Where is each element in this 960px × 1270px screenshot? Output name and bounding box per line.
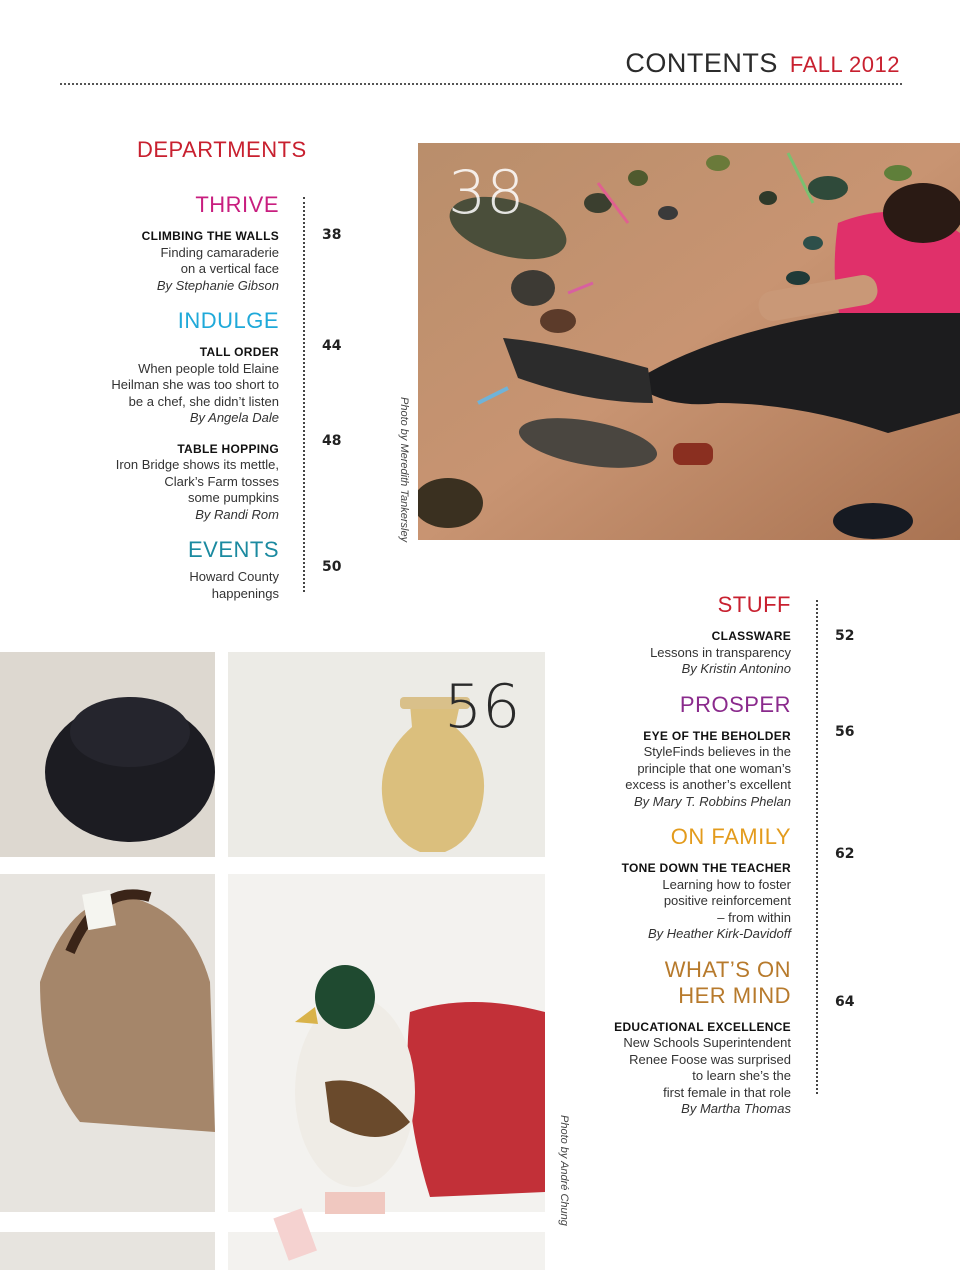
header-divider bbox=[60, 83, 902, 85]
section-whats-on-her-mind bbox=[600, 957, 791, 1118]
story-desc-line: excess is another’s excellent bbox=[625, 777, 791, 792]
story-desc-line: Renee Foose was surprised bbox=[629, 1051, 791, 1067]
story-desc-line: Iron Bridge shows its mettle, bbox=[115, 457, 279, 472]
left-column-divider bbox=[303, 197, 305, 592]
story-byline: By Martha Thomas bbox=[681, 1101, 791, 1116]
story-title: TALL ORDER bbox=[199, 345, 279, 359]
section-title: EVENTS bbox=[187, 537, 279, 562]
story-desc-line: Howard County bbox=[189, 569, 279, 584]
story-desc-line: to learn she’s the bbox=[692, 1068, 791, 1083]
page-number[interactable]: 62 bbox=[835, 846, 855, 862]
story-tone-down-the-teacher[interactable] bbox=[600, 860, 791, 943]
story-educational-excellence[interactable] bbox=[600, 1019, 791, 1118]
story-byline: By Kristin Antonino bbox=[681, 661, 791, 676]
photo-credit-top: Photo by Meredith Tankersley bbox=[398, 397, 410, 543]
story-byline: By Mary T. Robbins Phelan bbox=[633, 793, 791, 809]
toc-left-column bbox=[100, 192, 279, 602]
story-tall-order[interactable] bbox=[100, 344, 279, 427]
right-column-divider bbox=[816, 600, 818, 1094]
story-byline: By Randi Rom bbox=[195, 506, 279, 522]
section-title: PROSPER bbox=[679, 691, 791, 717]
story-events[interactable] bbox=[100, 569, 279, 602]
page-marker-38: 38 bbox=[448, 158, 525, 228]
section-thrive bbox=[100, 192, 279, 294]
section-title: STUFF bbox=[717, 592, 791, 617]
story-desc-line: first female in that role bbox=[663, 1084, 791, 1100]
page-number[interactable]: 52 bbox=[835, 628, 855, 644]
photo-credit-bottom: Photo by André Chung bbox=[558, 1115, 570, 1226]
story-desc-line: StyleFinds believes in the bbox=[643, 744, 791, 759]
story-desc-line: happenings bbox=[211, 585, 279, 601]
departments-heading: DEPARTMENTS bbox=[137, 137, 307, 162]
page-number[interactable]: 38 bbox=[322, 227, 342, 243]
story-climbing-the-walls[interactable] bbox=[100, 228, 279, 294]
story-desc-line: positive reinforcement bbox=[663, 893, 791, 908]
story-desc-line: be a chef, she didn’t listen bbox=[128, 393, 279, 409]
page-number[interactable]: 44 bbox=[322, 338, 342, 354]
story-title: CLASSWARE bbox=[711, 629, 791, 643]
story-table-hopping[interactable] bbox=[100, 441, 279, 524]
section-title: WHAT’S ON HER MIND bbox=[664, 956, 791, 1008]
story-byline: By Angela Dale bbox=[189, 410, 279, 425]
contents-label: CONTENTS bbox=[625, 48, 778, 78]
story-title: CLIMBING THE WALLS bbox=[141, 229, 279, 243]
contents-header bbox=[625, 48, 900, 79]
section-prosper bbox=[600, 692, 791, 811]
story-desc-line: Clark’s Farm tosses bbox=[164, 473, 279, 489]
section-title: THRIVE bbox=[195, 192, 279, 217]
page-number[interactable]: 56 bbox=[835, 724, 855, 740]
page-number[interactable]: 48 bbox=[322, 433, 342, 449]
story-desc-line: principle that one woman’s bbox=[637, 760, 791, 776]
section-title: ON FAMILY bbox=[670, 824, 791, 849]
story-title: EYE OF THE BEHOLDER bbox=[643, 728, 791, 743]
toc-right-column bbox=[600, 592, 791, 1118]
story-desc-line: When people told Elaine bbox=[138, 360, 279, 376]
page-number[interactable]: 50 bbox=[322, 559, 342, 575]
shelves-photo bbox=[0, 652, 545, 1270]
issue-label: FALL 2012 bbox=[789, 52, 900, 77]
story-desc-line: Heilman she was too short to bbox=[111, 377, 279, 392]
section-stuff bbox=[600, 592, 791, 678]
page-number[interactable]: 64 bbox=[835, 994, 855, 1010]
page-marker-56: 56 bbox=[444, 672, 521, 742]
climbing-wall-photo bbox=[418, 143, 960, 540]
story-title: EDUCATIONAL EXCELLENCE bbox=[614, 1019, 791, 1034]
section-events bbox=[100, 537, 279, 602]
story-desc-line: – from within bbox=[717, 909, 791, 925]
section-on-family bbox=[600, 824, 791, 943]
shelves-illustration bbox=[0, 652, 545, 1270]
story-desc-line: some pumpkins bbox=[187, 490, 279, 505]
story-title: TABLE HOPPING bbox=[177, 441, 279, 456]
story-byline: By Heather Kirk-Davidoff bbox=[647, 926, 791, 941]
story-title: TONE DOWN THE TEACHER bbox=[621, 861, 791, 875]
story-desc-line: New Schools Superintendent bbox=[623, 1035, 791, 1050]
climbing-wall-illustration bbox=[418, 143, 960, 540]
story-desc-line: Learning how to foster bbox=[662, 876, 791, 892]
story-desc-line: Finding camaraderie bbox=[160, 244, 279, 260]
section-title: INDULGE bbox=[177, 308, 279, 333]
story-classware[interactable] bbox=[600, 628, 791, 678]
section-indulge bbox=[100, 308, 279, 523]
story-desc-line: Lessons in transparency bbox=[650, 644, 791, 660]
story-byline: By Stephanie Gibson bbox=[156, 277, 279, 293]
story-desc-line: on a vertical face bbox=[180, 261, 279, 276]
story-eye-of-the-beholder[interactable] bbox=[600, 728, 791, 811]
